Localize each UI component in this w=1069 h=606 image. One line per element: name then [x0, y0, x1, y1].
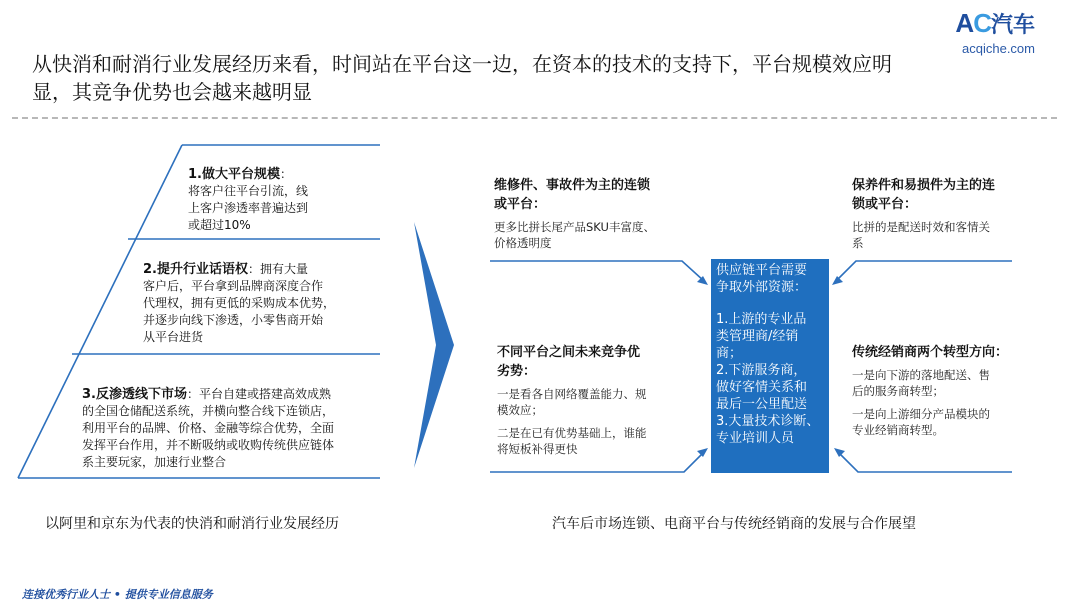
step-2-title: 2.提升行业话语权 [143, 262, 248, 277]
quadrant-text: 比拼的是配送时效和客情关 [852, 220, 990, 234]
caption-right: 汽车后市场连锁、电商平台与传统经销商的发展与合作展望 [552, 516, 916, 532]
page-title-line: 从快消和耐消行业发展经历来看，时间站在平台这一边，在资本的技术的支持下，平台规模效应明 [32, 52, 892, 76]
step-3-line: 发挥平台作用，并不断吸纳或收购传统供应链体 [82, 438, 335, 452]
supply-item-line: 1.上游的专业品 [716, 312, 807, 327]
quadrant-bottom-right [852, 343, 1047, 438]
supply-item-line: 3.大量技术诊断、 [716, 414, 820, 429]
quadrant-title: 传统经销商两个转型方向： [852, 345, 1009, 360]
supply-item-line: 最后一公里配送 [716, 397, 808, 412]
quadrant-text: 一是向下游的落地配送、售 [852, 368, 990, 382]
step-2-line: 从平台进货 [143, 330, 204, 344]
footer-slogan: 连接优秀行业人士 • 提供专业信息服务 [22, 588, 213, 601]
step-1-line: 将客户往平台引流，线 [188, 184, 309, 198]
quadrant-top-left [494, 176, 694, 251]
step-1-sep: ： [279, 167, 292, 181]
supply-item-line: 2.下游服务商， [716, 363, 807, 378]
step-1-block [188, 166, 378, 234]
connector-top-left [490, 261, 704, 281]
supply-head-line: 争取外部资源： [716, 280, 808, 295]
page-title-line: 显，其竞争优势也会越来越明显 [32, 80, 312, 104]
chevron-right-icon [414, 222, 454, 468]
step-2-line: 客户后，平台拿到品牌商深度合作 [143, 279, 324, 293]
step-1-line: 或超过10% [188, 218, 251, 232]
step-3-line: 的全国仓储配送系统，并横向整合线下连锁店， [82, 404, 335, 418]
arrowhead-icon [834, 448, 845, 457]
connector-top-right [836, 261, 1012, 281]
logo-url: acqiche.com [962, 41, 1035, 56]
step-1-title: 1.做大平台规模 [188, 167, 280, 182]
step-3-title: 3.反渗透线下市场 [82, 387, 187, 402]
quadrant-text: 价格透明度 [494, 236, 552, 250]
quadrant-title: 不同平台之间未来竞争优 [497, 345, 641, 360]
quadrant-top-right [852, 176, 1042, 251]
supply-chain-box [711, 259, 829, 473]
logo-mark: AC汽车 [955, 8, 1035, 38]
step-3-block [82, 386, 382, 471]
step-3-line: 系主要玩家，加速行业整合 [82, 455, 227, 469]
step-2-line: 并逐步向线下渗透，小零售商开始 [143, 313, 324, 327]
step-2-line: 代理权，拥有更低的采购成本优势， [143, 296, 336, 310]
arrowhead-icon [697, 448, 708, 457]
quadrant-title: 维修件、事故件为主的连锁 [494, 178, 651, 193]
quadrant-text: 将短板补得更快 [497, 442, 578, 456]
supply-item-line: 类管理商/经销 [716, 329, 799, 344]
quadrant-text: 专业经销商转型。 [852, 423, 944, 437]
supply-item-line: 专业培训人员 [716, 431, 795, 446]
step-2-sep: ：拥有大量 [247, 262, 308, 276]
step-3-sep: ：平台自建或搭建高效成熟 [186, 387, 331, 401]
quadrant-text: 模效应； [497, 403, 543, 417]
step-2-block [143, 261, 378, 346]
quadrant-bottom-left [497, 343, 692, 457]
quadrant-title: 劣势： [497, 364, 537, 379]
connector-bottom-right [838, 452, 1012, 472]
step-1-line: 上客户渗透率普遍达到 [188, 201, 309, 215]
quadrant-text: 后的服务商转型； [852, 384, 944, 398]
quadrant-text: 一是向上游细分产品模块的 [852, 407, 990, 421]
quadrant-title: 保养件和易损件为主的连 [852, 178, 996, 193]
arrowhead-icon [832, 276, 843, 285]
quadrant-text: 系 [852, 236, 864, 250]
quadrant-text: 一是看各自网络覆盖能力、规 [497, 387, 647, 401]
quadrant-title: 锁或平台： [852, 197, 918, 212]
quadrant-title: 或平台： [494, 197, 547, 212]
supply-item-line: 做好客情关系和 [716, 380, 808, 395]
step-3-line: 利用平台的品牌、价格、金融等综合优势，全面 [82, 421, 335, 435]
supply-item-line: 商； [716, 346, 743, 361]
caption-left: 以阿里和京东为代表的快消和耐消行业发展经历 [45, 516, 339, 532]
quadrant-text: 更多比拼长尾产品SKU丰富度、 [494, 220, 655, 234]
supply-head-line: 供应链平台需要 [716, 263, 808, 278]
arrowhead-icon [697, 276, 708, 285]
quadrant-text: 二是在已有优势基础上，谁能 [497, 426, 647, 440]
